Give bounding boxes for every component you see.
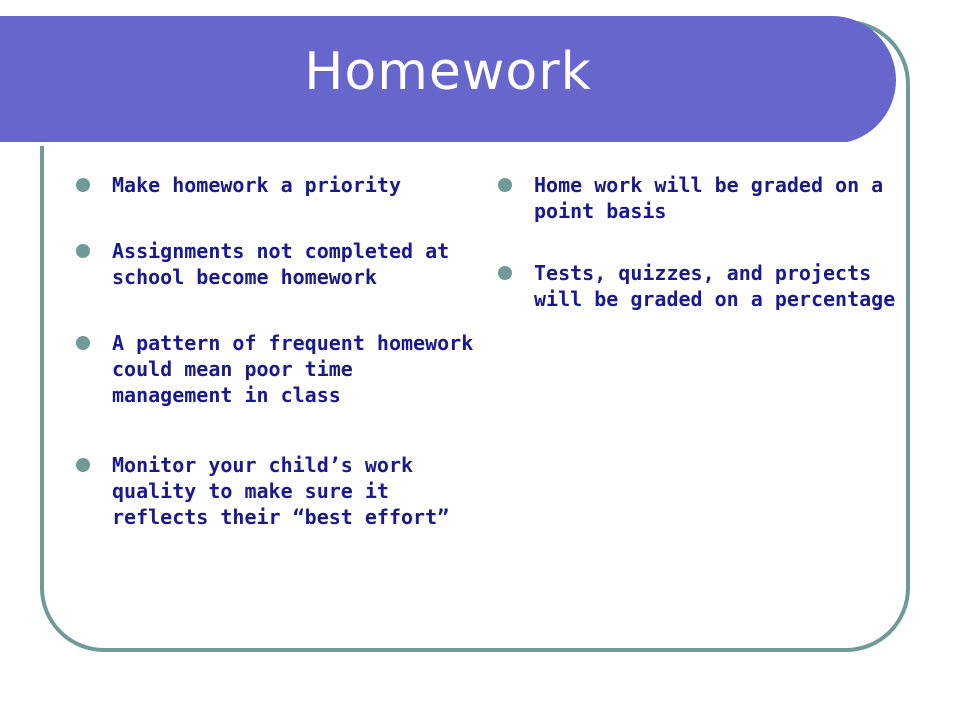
bullet-item [76,172,476,198]
bullet-dot-icon [76,244,90,258]
bullet-item [76,452,476,530]
bullet-dot-icon [76,336,90,350]
title-underline [0,142,848,146]
slide-title: Homework [304,42,592,102]
bullet-text: Tests, quizzes, and projects will be graded on a percentage [534,261,896,311]
bullet-item [76,238,476,290]
bullet-text: Assignments not completed at school become homework [112,239,450,289]
bullet-text: Make homework a priority [112,173,401,197]
bullet-dot-icon [76,178,90,192]
bullet-dot-icon [76,458,90,472]
bullet-text: A pattern of frequent homework could mean poor time management in class [112,331,474,407]
bullet-dot-icon [498,266,512,280]
bullet-dot-icon [498,178,512,192]
bullet-text: Monitor your child’s work quality to make sure it reflects their “best effort” [112,453,450,529]
bullet-item [498,260,898,312]
bullet-text: Home work will be graded on a point basis [534,173,884,223]
right-bullet-list [498,172,898,348]
bullet-item [76,330,476,408]
bullet-item [498,172,898,224]
left-bullet-list [76,172,476,570]
